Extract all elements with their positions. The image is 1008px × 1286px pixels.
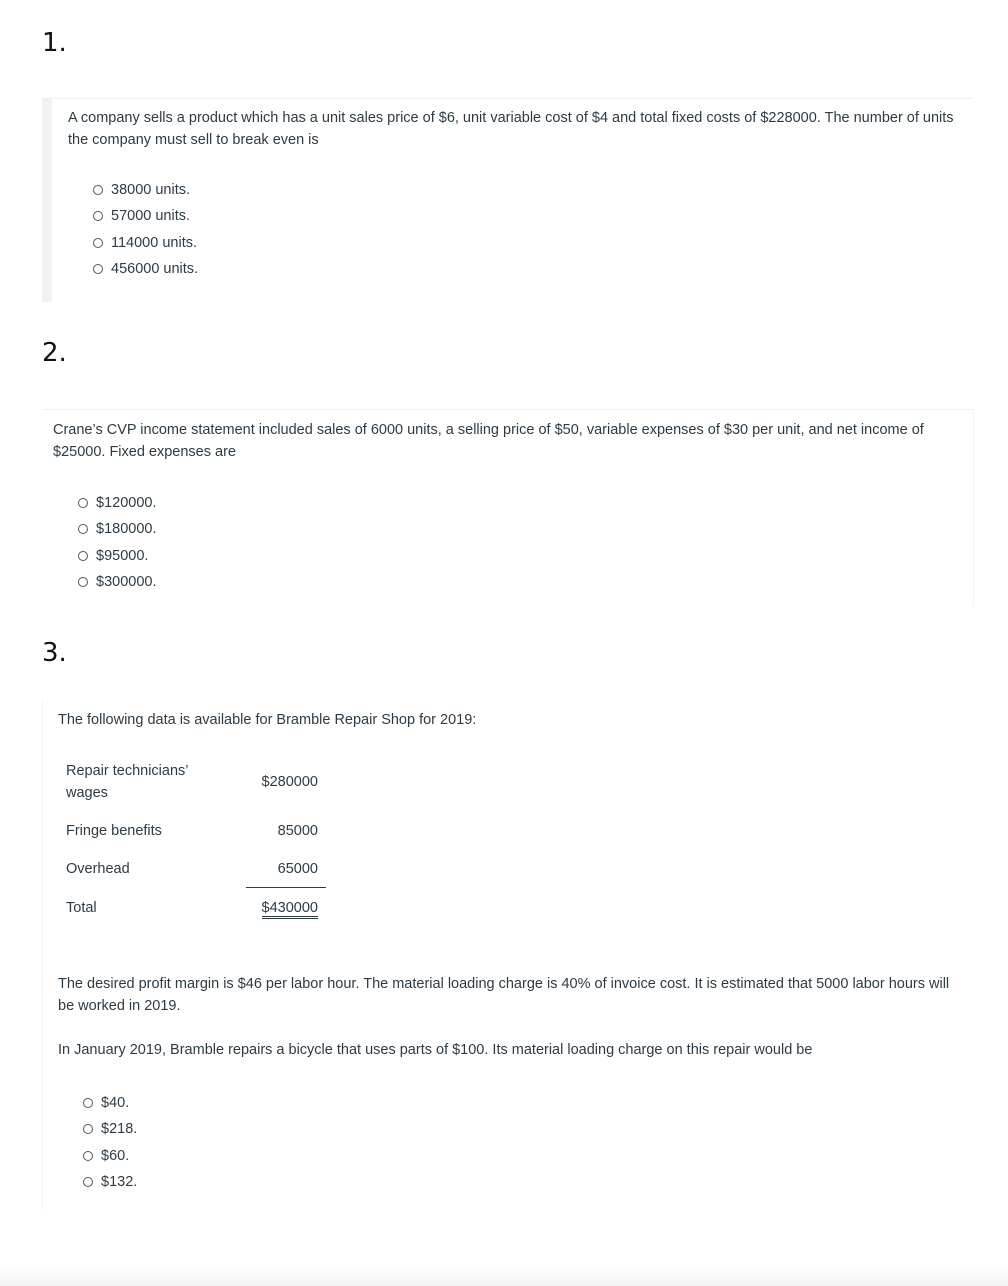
- answer-option[interactable]: [78, 569, 156, 595]
- question-number: 3.: [42, 638, 67, 668]
- answer-option[interactable]: [78, 543, 156, 569]
- question-card: [42, 409, 974, 607]
- total-value: $430000: [262, 900, 318, 919]
- radio-button-icon[interactable]: [78, 498, 88, 508]
- radio-button-icon[interactable]: [78, 524, 88, 534]
- answer-option[interactable]: [93, 256, 198, 282]
- radio-button-icon[interactable]: [83, 1151, 93, 1161]
- row-value: 85000: [277, 823, 318, 839]
- row-value: [246, 897, 318, 919]
- answer-option[interactable]: [93, 230, 198, 256]
- answer-option[interactable]: [83, 1169, 137, 1195]
- radio-button-icon[interactable]: [93, 211, 103, 221]
- radio-button-icon[interactable]: [93, 238, 103, 248]
- option-label: 456000 units.: [111, 261, 199, 278]
- row-label: Overhead: [66, 861, 130, 877]
- option-label: 38000 units.: [111, 182, 191, 199]
- answer-options: [93, 177, 198, 282]
- answer-option[interactable]: [83, 1143, 137, 1169]
- option-label: 114000 units.: [111, 234, 197, 251]
- subtotal-rule: [246, 887, 326, 888]
- answer-options: [78, 490, 156, 595]
- row-value: $280000: [261, 774, 318, 790]
- radio-button-icon[interactable]: [83, 1124, 93, 1134]
- answer-options: [83, 1090, 137, 1195]
- row-label: Repair technicians’ wages: [66, 763, 188, 801]
- answer-option[interactable]: [93, 177, 198, 203]
- radio-button-icon[interactable]: [93, 264, 103, 274]
- question-card: [42, 98, 972, 302]
- question-text: The desired profit margin is $46 per labor hour. The material loading charge is 40% of invoice cost. It is estimated that 5000 labor hours will be worked in 2019.: [58, 976, 950, 1014]
- radio-button-icon[interactable]: [93, 185, 103, 195]
- option-label: $300000.: [96, 574, 157, 591]
- answer-option[interactable]: [78, 490, 156, 516]
- question-intro: The following data is available for Bramble Repair Shop for 2019:: [58, 712, 477, 728]
- radio-button-icon[interactable]: [78, 577, 88, 587]
- radio-button-icon[interactable]: [78, 551, 88, 561]
- answer-option[interactable]: [83, 1090, 137, 1116]
- radio-button-icon[interactable]: [83, 1098, 93, 1108]
- question-card: [42, 700, 972, 1210]
- question-number: 2.: [42, 338, 67, 368]
- option-label: $218.: [101, 1121, 138, 1138]
- answer-option[interactable]: [78, 516, 156, 542]
- question-text: In January 2019, Bramble repairs a bicycle that uses parts of $100. Its material loading charge on this repair would be: [58, 1042, 813, 1058]
- question-text: A company sells a product which has a unit sales price of $6, unit variable cost of $4 and total fixed costs of $228000. The number of units the company must sell to break even is: [68, 110, 954, 148]
- question-text: Crane’s CVP income statement included sales of 6000 units, a selling price of $50, variable expenses of $30 per unit, and net income of $25000. Fixed expenses are: [53, 422, 924, 460]
- option-label: $180000.: [96, 521, 157, 538]
- option-label: $95000.: [96, 547, 149, 564]
- row-label: Fringe benefits: [66, 823, 162, 839]
- answer-option[interactable]: [93, 203, 198, 229]
- radio-button-icon[interactable]: [83, 1177, 93, 1187]
- option-label: 57000 units.: [111, 208, 191, 225]
- page-bottom-fade: [0, 1262, 1008, 1286]
- option-label: $60.: [101, 1147, 130, 1164]
- question-number: 1.: [42, 28, 67, 58]
- row-value: 65000: [277, 861, 318, 877]
- answer-option[interactable]: [83, 1116, 137, 1142]
- option-label: $120000.: [96, 495, 157, 512]
- option-label: $40.: [101, 1095, 130, 1112]
- row-label: Total: [66, 900, 97, 916]
- option-label: $132.: [101, 1174, 138, 1191]
